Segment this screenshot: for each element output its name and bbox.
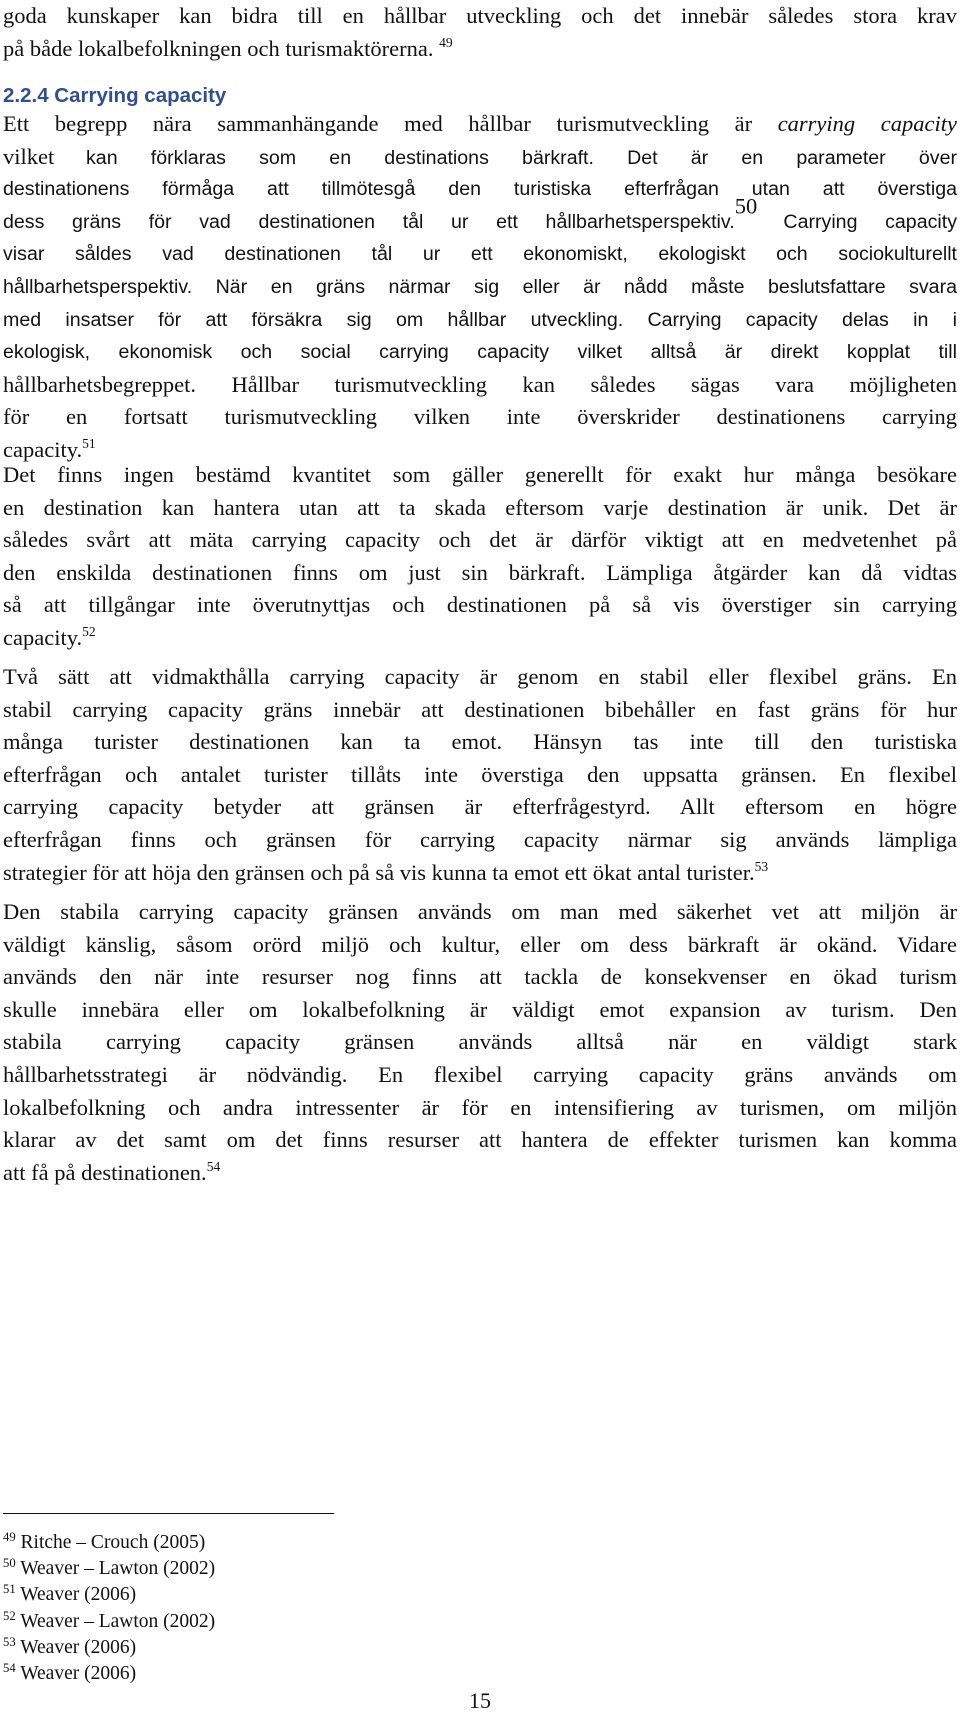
text-span: Ett begrepp nära sammanhängande med hållbar turismutveckling är — [3, 111, 753, 136]
text-line — [3, 1157, 957, 1190]
text-line: en destination kan hantera utan att ta skada eftersom varje destination är unik. Det är — [3, 494, 957, 520]
text-line: Den stabila carrying capacity gränsen används om man med säkerhet vet att miljön är — [3, 899, 957, 924]
text-line: används den när inte resurser nog finns att tackla de konsekvenser en ökad turism — [3, 964, 957, 990]
paragraph-stable-boundary — [3, 896, 957, 1189]
footnote-item — [3, 1582, 136, 1608]
footnote-text: Ritche – Crouch (2005) — [20, 1532, 206, 1553]
text-line: destinationens förmåga att tillmötesgå den turistiska efterfrågan utan att överstiga — [3, 178, 957, 201]
text-line: hållbarhetsstrategi är nödvändig. En flexibel carrying capacity gräns används om — [3, 1061, 957, 1087]
text-line: stabil carrying capacity gräns innebär att destinationen bibehåller en fast gräns för hur — [3, 696, 957, 722]
text-line — [3, 141, 957, 174]
paragraph-carrying-capacity — [3, 108, 957, 467]
footnote-number: 49 — [3, 1530, 16, 1545]
footnote-ref: 53 — [754, 858, 769, 874]
text-span: vilket — [3, 143, 55, 169]
text-line: Det finns ingen bestämd kvantitet som gäller generellt för exakt hur många besökare — [3, 462, 957, 487]
footnote-item — [3, 1635, 136, 1661]
footnote-text: Weaver – Lawton (2002) — [20, 1558, 216, 1579]
footnote-text: Weaver – Lawton (2002) — [20, 1611, 216, 1632]
text-span: kan förklaras som en destinations bärkraft. Det är en parameter över — [86, 146, 957, 169]
text-span: dess gräns för vad destinationen tål ur ett hållbarhetsperspektiv. — [3, 210, 735, 233]
text-span: på både lokalbefolkningen och turismaktörerna. — [3, 35, 434, 61]
footnote-item — [3, 1609, 215, 1635]
text-line: så att tillgångar inte överutnyttjas och destinationen på så vis överstiger sin carrying — [3, 592, 957, 618]
page-number: 15 — [469, 1688, 491, 1713]
text-line: efterfrågan finns och gränsen för carrying capacity närmar sig används lämpliga — [3, 826, 957, 852]
footnote-item — [3, 1556, 215, 1582]
text-line: ekologisk, ekonomisk och social carrying capacity vilket alltså är direkt kopplat till — [3, 341, 957, 364]
footnote-ref: 50 — [734, 193, 758, 219]
text-line: hållbarhetsbegreppet. Hållbar turismutveckling kan således sägas vara möjligheten — [3, 371, 957, 397]
text-line: goda kunskaper kan bidra till en hållbar utveckling och det innebär således stora krav — [3, 3, 957, 28]
text-line: Två sätt att vidmakthålla carrying capacity är genom en stabil eller flexibel gräns. En — [3, 664, 957, 689]
text-line: efterfrågan och antalet turister tillåts inte överstiga den uppsatta gränsen. En flexibel — [3, 761, 957, 787]
text-line: den enskilda destinationen finns om just sin bärkraft. Lämpliga åtgärder kan då vidtas — [3, 559, 957, 585]
footnote-text: Weaver (2006) — [20, 1637, 137, 1658]
text-line — [3, 33, 957, 66]
text-line — [3, 622, 957, 655]
text-line: många turister destinationen kan ta emot. Hänsyn tas inte till den turistiska — [3, 729, 957, 755]
text-line: för en fortsatt turismutveckling vilken inte överskrider destinationens carrying — [3, 404, 957, 430]
footnote-number: 54 — [3, 1661, 16, 1676]
text-line: stabila carrying capacity gränsen används alltså när en väldigt stark — [3, 1029, 957, 1055]
text-line: med insatser för att försäkra sig om hållbar utveckling. Carrying capacity delas in i — [3, 308, 957, 331]
text-line: väldigt känslig, såsom orörd miljö och kultur, eller om dess bärkraft är okänd. Vidare — [3, 931, 957, 957]
paragraph-continuation — [3, 0, 957, 65]
footnote-text: Weaver (2006) — [20, 1663, 137, 1684]
text-line — [3, 857, 957, 890]
footnote-separator — [3, 1513, 334, 1514]
text-line: hållbarhetsperspektiv. När en gräns närmar sig eller är nådd måste beslutsfattare svara — [3, 275, 957, 298]
footnote-text: Weaver (2006) — [20, 1584, 137, 1605]
text-span: capacity. — [3, 624, 83, 650]
footnote-item — [3, 1661, 136, 1687]
paragraph-quantity — [3, 459, 957, 655]
text-line: visar såldes vad destinationen tål ur ett ekonomiskt, ekologiskt och sociokulturellt — [3, 243, 957, 266]
section-heading: 2.2.4 Carrying capacity — [3, 84, 227, 107]
footnote-number: 52 — [3, 1609, 16, 1624]
paragraph-stable-flexible — [3, 661, 957, 889]
footnote-ref: 49 — [439, 34, 453, 50]
text-span: capacity. — [3, 436, 83, 462]
text-line: carrying capacity betyder att gränsen är efterfrågestyrd. Allt eftersom en högre — [3, 794, 957, 820]
footnote-number: 50 — [3, 1556, 16, 1571]
text-span: Carrying capacity — [783, 210, 957, 233]
text-line — [3, 193, 957, 239]
text-line: lokalbefolkning och andra intressenter är för en intensifiering av turismen, om miljön — [3, 1094, 957, 1120]
footnote-ref: 52 — [82, 624, 96, 640]
footnote-ref: 51 — [82, 436, 96, 452]
footnote-ref: 54 — [206, 1158, 221, 1174]
text-line — [3, 108, 957, 141]
text-line: skulle innebära eller om lokalbefolkning är väldigt emot expansion av turism. Den — [3, 996, 957, 1022]
footnote-number: 51 — [3, 1582, 16, 1597]
footnote-number: 53 — [3, 1635, 16, 1650]
italic-term: carrying capacity — [777, 111, 957, 136]
footnote-item — [3, 1530, 205, 1556]
text-line: klarar av det samt om det finns resurser att hantera de effekter turismen kan komma — [3, 1127, 957, 1153]
text-span: strategier för att höja den gränsen och på så vis kunna ta emot ett ökat antal turister. — [3, 859, 755, 885]
text-span: att få på destinationen. — [3, 1159, 207, 1185]
text-line: således svårt att mäta carrying capacity och det är därför viktigt att en medvetenhet på — [3, 527, 957, 553]
